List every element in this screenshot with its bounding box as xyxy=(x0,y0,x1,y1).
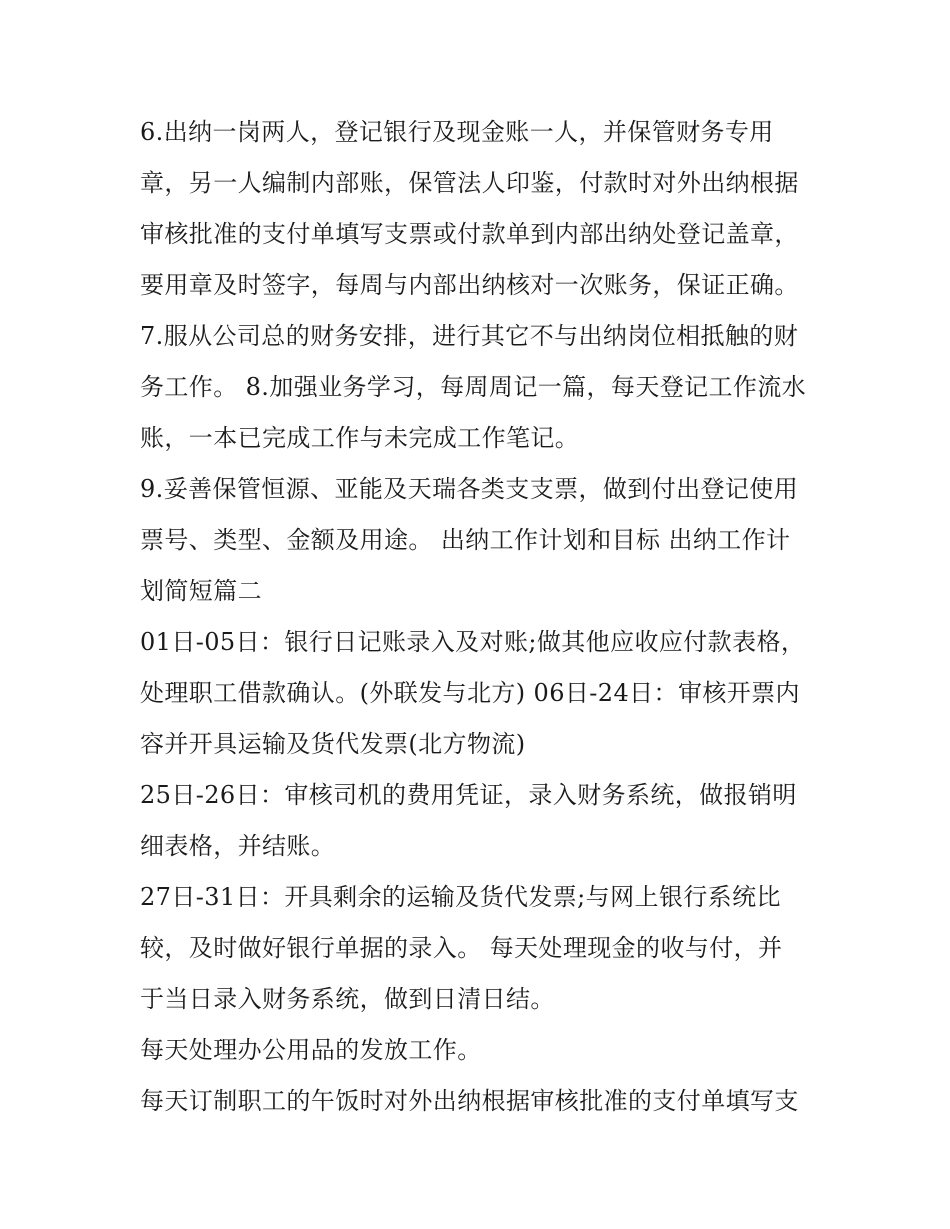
text-line: 章，另一人编制内部账，保管法人印鉴，付款时对外出纳根据 xyxy=(140,169,799,197)
text-line: 票号、类型、金额及用途。 出纳工作计划和目标 出纳工作计 xyxy=(140,526,791,554)
text-line: 审核批准的支付单填写支票或付款单到内部出纳处登记盖章， xyxy=(140,220,799,248)
text-line: 27日-31日：开具剩余的运输及货代发票;与网上银行系统比 xyxy=(140,883,781,911)
text-line: 容并开具运输及货代发票(北方物流) xyxy=(140,730,526,758)
text-line: 较，及时做好银行单据的录入。 每天处理现金的收与付，并 xyxy=(140,934,783,962)
text-line: 每天订制职工的午饭时对外出纳根据审核批准的支付单填写支 xyxy=(140,1087,799,1115)
text-line: 每天处理办公用品的发放工作。 xyxy=(140,1036,482,1064)
text-line: 账，一本已完成工作与未完成工作笔记。 xyxy=(140,424,580,452)
text-line: 9.妥善保管恒源、亚能及天瑞各类支支票，做到付出登记使用 xyxy=(140,475,799,503)
text-line: 7.服从公司总的财务安排，进行其它不与出纳岗位相抵触的财 xyxy=(140,322,799,350)
text-line: 务工作。 8.加强业务学习，每周周记一篇，每天登记工作流水 xyxy=(140,373,807,401)
text-line: 6.出纳一岗两人，登记银行及现金账一人，并保管财务专用 xyxy=(140,118,774,146)
text-line: 要用章及时签字，每周与内部出纳核对一次账务，保证正确。 xyxy=(140,271,799,299)
text-line: 25日-26日：审核司机的费用凭证，录入财务系统，做报销明 xyxy=(140,781,797,809)
text-line: 细表格，并结账。 xyxy=(140,832,336,860)
document-body xyxy=(140,107,820,1127)
text-line: 处理职工借款确认。(外联发与北方) 06日-24日：审核开票内 xyxy=(140,679,800,707)
text-line: 于当日录入财务系统，做到日清日结。 xyxy=(140,985,555,1013)
text-line: 划简短篇二 xyxy=(140,577,262,605)
text-line: 01日-05日：银行日记账录入及对账;做其他应收应付款表格， xyxy=(140,628,806,656)
